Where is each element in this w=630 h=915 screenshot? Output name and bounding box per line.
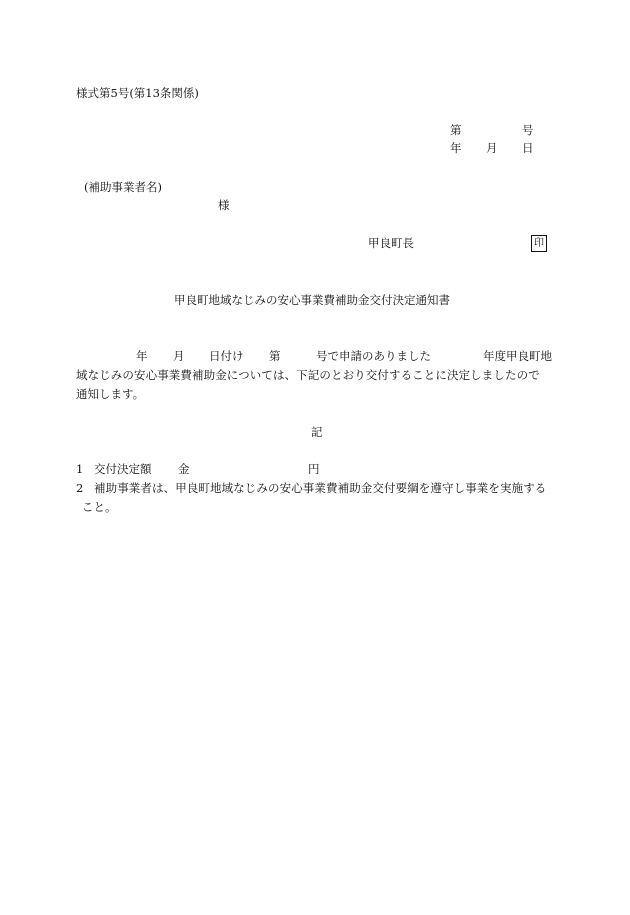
- application-text: 号で申請のありました: [316, 349, 431, 363]
- item-1-en: 円: [308, 462, 320, 476]
- recipient-name: (補助事業者名): [84, 180, 162, 194]
- item-2-line-2: こと。: [82, 500, 117, 514]
- number-suffix: 号: [522, 123, 534, 137]
- document-title: 甲良町地域なじみの安心事業費補助金交付決定通知書: [174, 293, 450, 307]
- application-day: 日付け: [209, 349, 244, 363]
- body-line-2: 域なじみの安心事業費補助金については、下記のとおり交付することに決定しましたので: [76, 368, 540, 382]
- item-2-number: 2: [76, 481, 84, 495]
- date-day: 日: [522, 141, 534, 155]
- item-2-line-1: 補助事業者は、甲良町地域なじみの安心事業費補助金交付要綱を遵守し事業を実施する: [94, 481, 547, 495]
- recipient-honorific: 様: [218, 198, 230, 212]
- fiscal-year-text: 年度甲良町地: [483, 349, 552, 363]
- item-1-kin: 金: [178, 462, 190, 476]
- item-1-label: 交付決定額: [94, 462, 152, 476]
- application-number-prefix: 第: [269, 349, 281, 363]
- ki-heading: 記: [311, 425, 323, 439]
- body-line-3: 通知します。: [76, 387, 145, 401]
- date-year: 年: [450, 141, 462, 155]
- seal-mark: 印: [531, 235, 547, 252]
- date-month: 月: [486, 141, 498, 155]
- issuer-name: 甲良町長: [368, 236, 414, 250]
- form-label: 様式第5号(第13条関係): [76, 86, 199, 100]
- application-year: 年: [136, 349, 148, 363]
- item-1-number: 1: [76, 462, 84, 476]
- application-month: 月: [173, 349, 185, 363]
- number-prefix: 第: [450, 123, 462, 137]
